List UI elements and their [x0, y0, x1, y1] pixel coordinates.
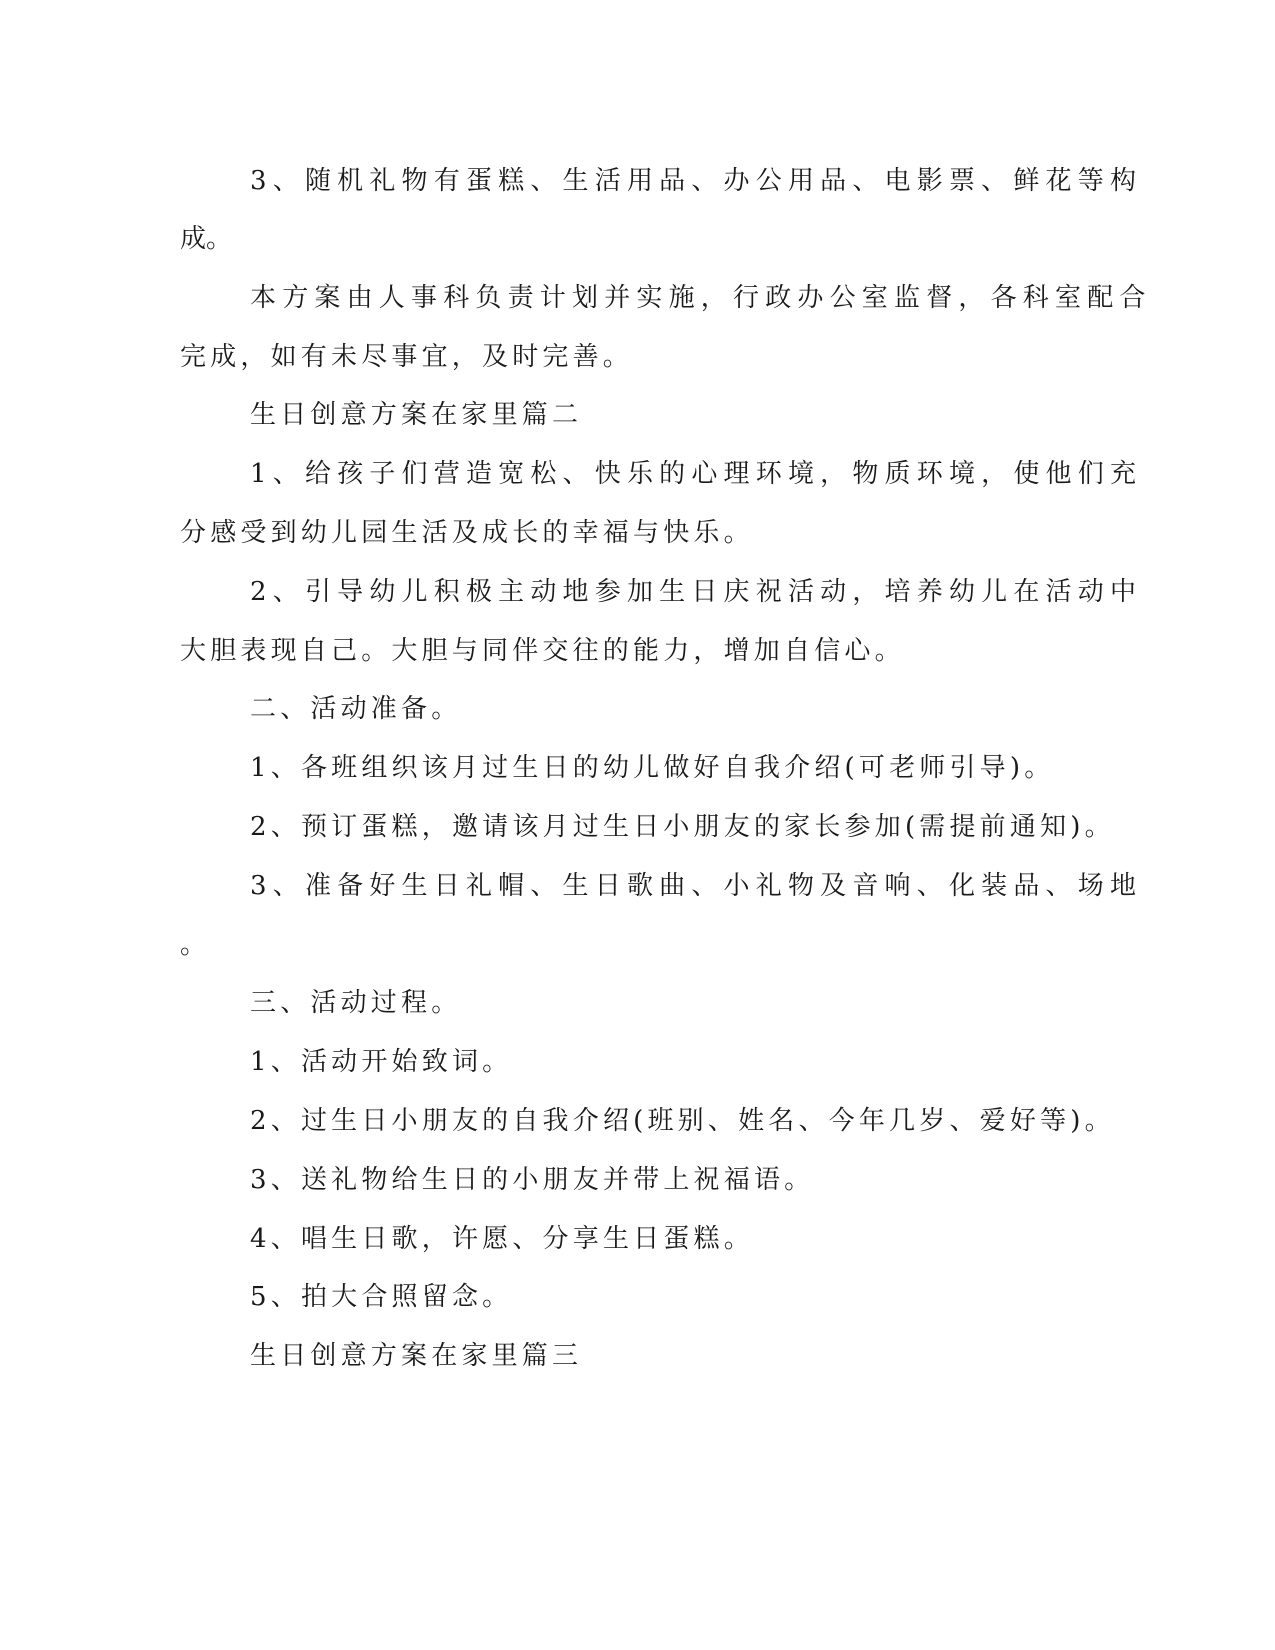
text-line: 三、活动过程。: [250, 988, 462, 1018]
text-line: 4、唱生日歌，许愿、分享生日蛋糕。: [250, 1224, 754, 1254]
text-line: 大胆表现自己。大胆与同伴交往的能力，增加自信心。: [180, 636, 905, 666]
text-line: 3、准备好生日礼帽、生日歌曲、小礼物及音响、化装品、场地: [250, 871, 1143, 901]
text-line: 1、各班组织该月过生日的幼儿做好自我介绍(可老师引导)。: [250, 753, 1055, 783]
section-heading: 生日创意方案在家里篇三: [250, 1341, 583, 1371]
text-line: 。: [180, 930, 207, 960]
text-line: 3、随机礼物有蛋糕、生活用品、办公用品、电影票、鲜花等构: [250, 166, 1143, 196]
text-line: 2、预订蛋糕，邀请该月过生日小朋友的家长参加(需提前通知)。: [250, 812, 1115, 842]
text-line: 二、活动准备。: [250, 694, 462, 724]
text-line: 本方案由人事科负责计划并实施，行政办公室监督，各科室配合: [250, 283, 1152, 313]
text-line: 分感受到幼儿园生活及成长的幸福与快乐。: [180, 518, 754, 548]
text-line: 5、拍大合照留念。: [250, 1282, 513, 1312]
text-line: 完成，如有未尽事宜，及时完善。: [180, 342, 634, 372]
text-line: 1、给孩子们营造宽松、快乐的心理环境，物质环境，使他们充: [250, 459, 1143, 489]
text-line: 3、送礼物给生日的小朋友并带上祝福语。: [250, 1165, 815, 1195]
section-heading: 生日创意方案在家里篇二: [250, 400, 583, 430]
text-line: 2、引导幼儿积极主动地参加生日庆祝活动，培养幼儿在活动中: [250, 577, 1143, 607]
text-line: 2、过生日小朋友的自我介绍(班别、姓名、今年几岁、爱好等)。: [250, 1106, 1115, 1136]
text-line: 成。: [180, 224, 233, 254]
text-line: 1、活动开始致词。: [250, 1047, 513, 1077]
